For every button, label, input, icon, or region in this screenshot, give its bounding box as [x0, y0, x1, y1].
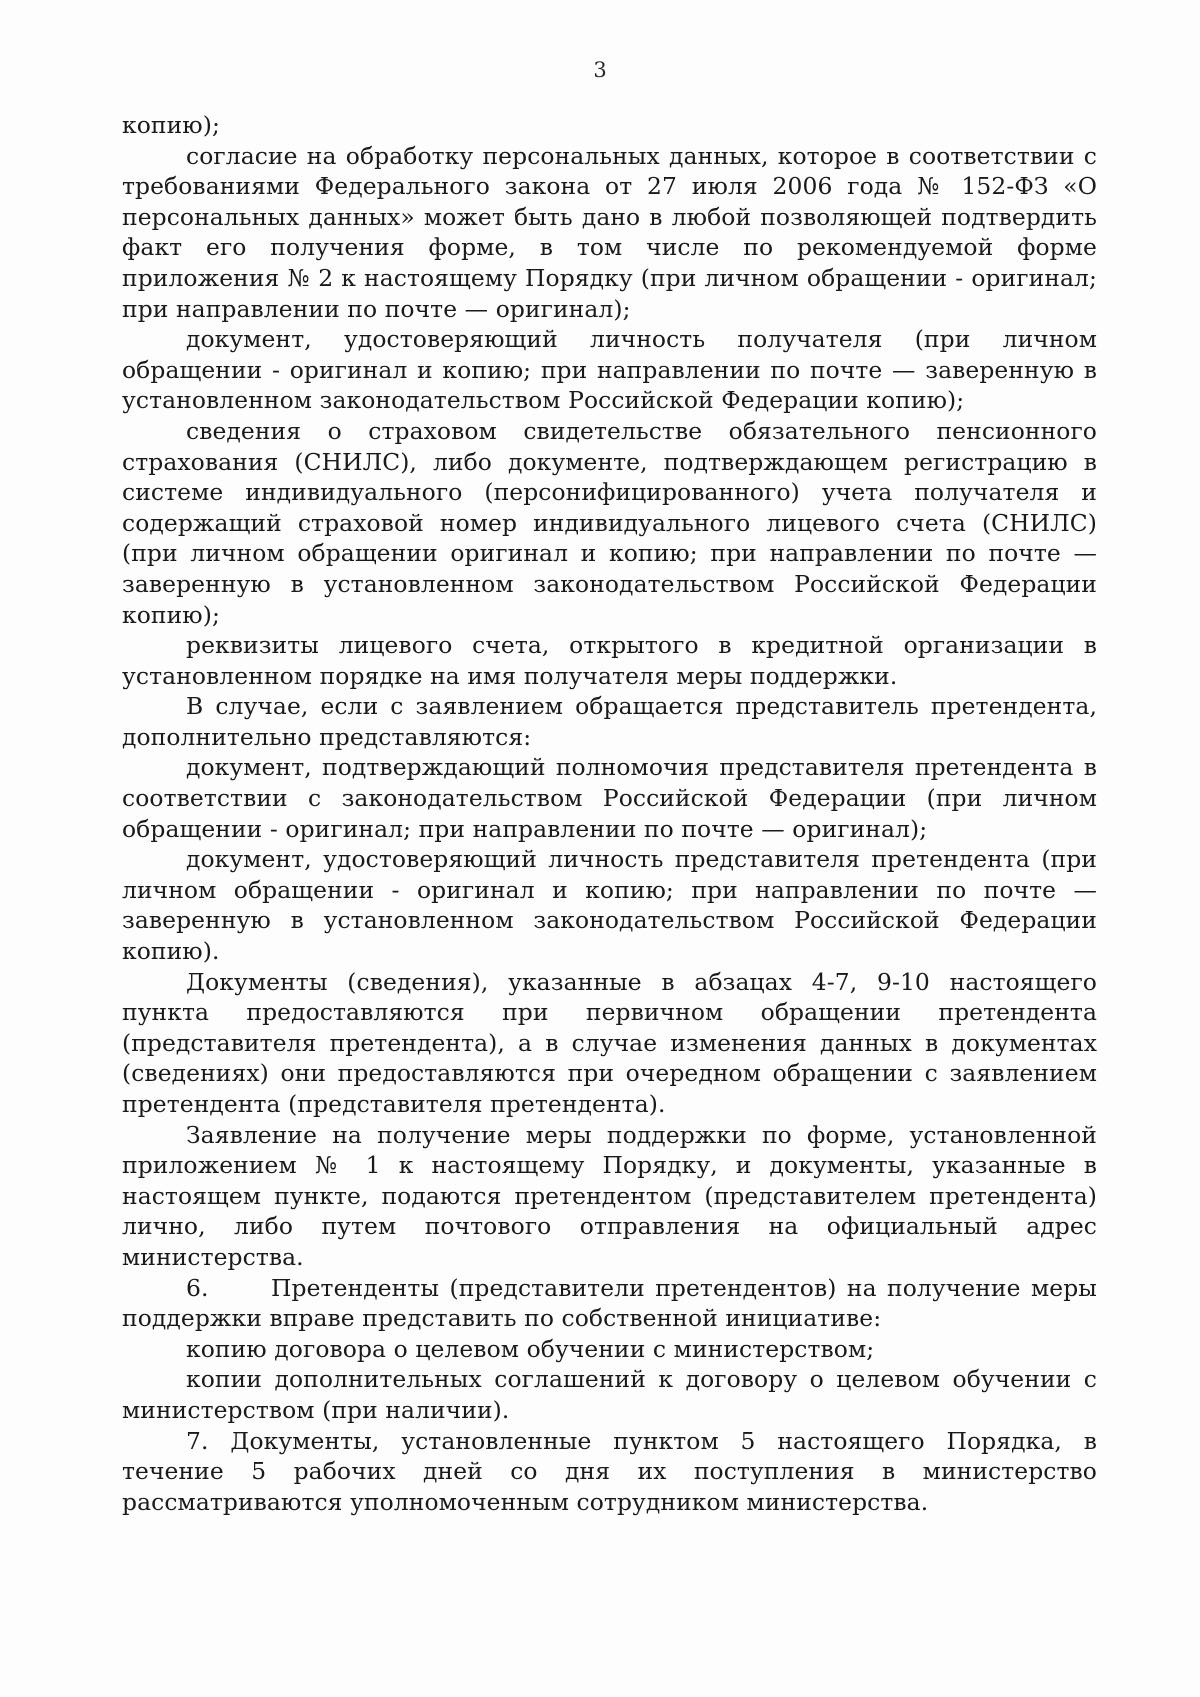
paragraph: Заявление на получение меры поддержки по форме, установленной приложением № 1 к настоящему Порядку, и документы, указанные в настоящем пункте, подаются претендентом (представителем претендента) лично, либо путем почтового отправления на официальный адрес министерства. — [122, 1120, 1097, 1271]
paragraph: согласие на обработку персональных данных, которое в соответствии с требованиями Федерального закона от 27 июля 2006 года № 152-ФЗ «О персональных данных» может быть дано в любой позволяющей подтвердить факт его получения форме, в том числе по рекомендуемой форме приложения № 2 к настоящему Порядку (при личном обращении - оригинал; при направлении по почте — оригинал); — [122, 141, 1097, 323]
paragraph: документ, удостоверяющий личность получателя (при личном обращении - оригинал и копию; при направлении по почте — заверенную в установленном законодательством Российской Федерации копию); — [122, 325, 1097, 415]
paragraph: копию договора о целевом обучении с министерством; — [186, 1334, 875, 1363]
page-number: 3 — [593, 58, 607, 82]
paragraph: копии дополнительных соглашений к договору о целевом обучении с министерством (при наличии). — [122, 1365, 1097, 1424]
paragraph: Документы (сведения), указанные в абзацах 4-7, 9-10 настоящего пункта предоставляются при первичном обращении претендента (представителя претендента), а в случае изменения данных в документах (сведениях) они предоставляются при очередном обращении с заявлением претендента (представителя претендента). — [122, 967, 1097, 1118]
paragraph: сведения о страховом свидетельстве обязательного пенсионного страхования (СНИЛС), либо документе, подтверждающем регистрацию в системе индивидуального (персонифицированного) учета получателя и содержащий страховой номер индивидуального лицевого счета (СНИЛС) (при личном обращении оригинал и копию; при направлении по почте — заверенную в установленном законодательством Российской Федерации копию); — [122, 416, 1097, 629]
paragraph: копию); — [122, 111, 220, 139]
paragraph: реквизиты лицевого счета, открытого в кредитной организации в установленном порядке на имя получателя меры поддержки. — [122, 631, 1097, 690]
paragraph: документ, удостоверяющий личность представителя претендента (при личном обращении - оригинал и копию; при направлении по почте — заверенную в установленном законодательством Российской Федерации копию). — [122, 845, 1097, 966]
paragraph: документ, подтверждающий полномочия представителя претендента в соответствии с законодательством Российской Федерации (при личном обращении - оригинал; при направлении по почте — оригинал); — [122, 753, 1097, 843]
document-body — [122, 110, 1105, 1517]
paragraph: В случае, если с заявлением обращается представитель претендента, дополнительно представляются: — [122, 692, 1097, 751]
paragraph-item-7: 7. Документы, установленные пунктом 5 настоящего Порядка, в течение 5 рабочих дней со дня их поступления в министерство рассматриваются уполномоченным сотрудником министерства. — [122, 1426, 1097, 1516]
paragraph-item-6: 6. Претенденты (представители претендентов) на получение меры поддержки вправе представить по собственной инициативе: — [122, 1273, 1105, 1333]
